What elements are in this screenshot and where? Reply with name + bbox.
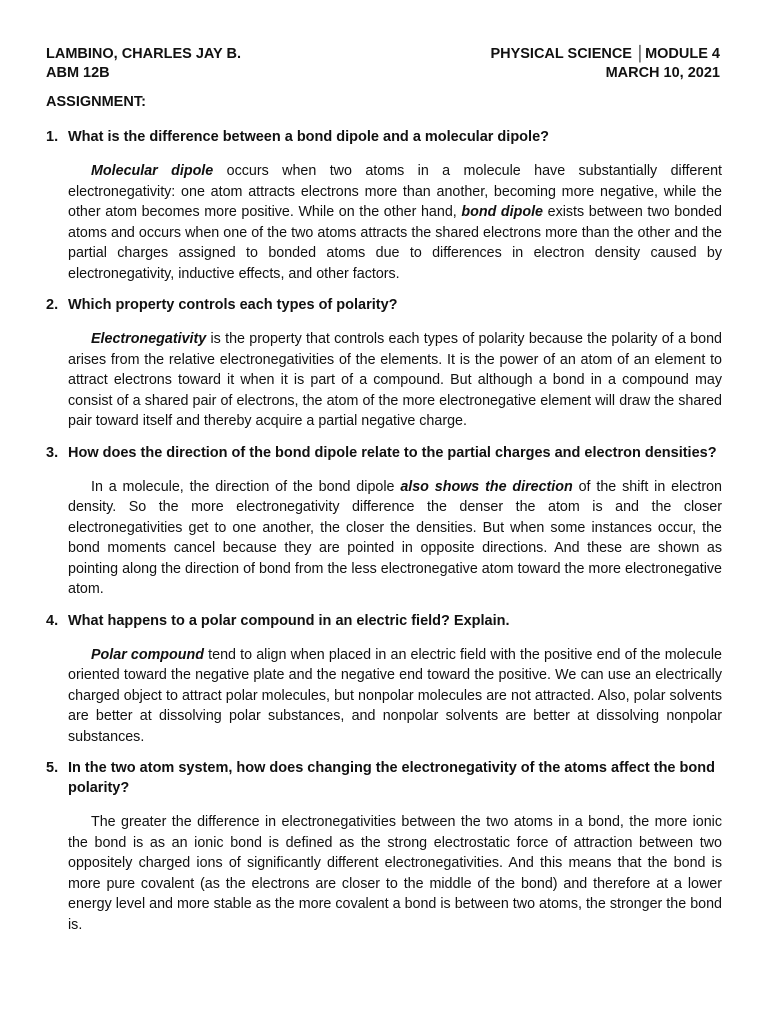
assignment-heading: ASSIGNMENT:: [46, 94, 146, 110]
question-number: 3.: [46, 444, 59, 461]
student-section: ABM 12B: [46, 65, 110, 81]
question-number: 1.: [46, 129, 59, 145]
answer-2: [68, 329, 722, 432]
answer-5: [68, 812, 722, 935]
answer-emphasis: also shows the direction: [400, 478, 573, 495]
question-2: [46, 295, 722, 315]
answer-emphasis: Polar compound: [91, 646, 204, 663]
question-5: [46, 758, 722, 798]
question-4: [46, 611, 722, 631]
answer-text: tend to align when placed in an electric field with the positive end of the molecule oriented toward the negative plate and the negative end toward the positive. We can use an electrically charged object to attract polar molecules, but nonpolar molecules are not attracted. Also, polar solvents are better at dissolving polar substances, and nonpolar solvents are better at dissolving nonpolar substances.: [68, 646, 722, 745]
question-block-1: [46, 127, 722, 284]
answer-text: The greater the difference in electronegativities between the two atoms in a bond, the more ionic the bond is as an ionic bond is defined as the strong electrostatic force of attraction between two oppositely charged ions of significantly different electronegativities. And this means that the bond is more pure covalent (as the electrons are closer to the middle of the bond) and therefore at a lower energy level and more stable as the more covalent a bond is between two atoms, the stronger the bond is.: [68, 814, 722, 933]
answer-text: of the shift in electron density. So the more electronegativity difference the denser the atom is and the closer electronegativities get to one another, the closer the densities. But when some instances occur, the bond moments cancel because they are pointed in opposite directions. And these are shown as pointing along the direction of bond from the less electronegative atom toward the more electronegative atom.: [68, 478, 722, 597]
answer-emphasis: Molecular dipole: [91, 163, 214, 179]
student-name: LAMBINO, CHARLES JAY B.: [46, 46, 241, 62]
subject-module: PHYSICAL SCIENCE │MODULE 4: [490, 46, 720, 62]
answer-text: In a molecule, the direction of the bond dipole: [91, 478, 401, 495]
question-text: How does the direction of the bond dipole relate to the partial charges and electron densities?: [68, 444, 717, 461]
answer-emphasis: Electronegativity: [91, 331, 207, 347]
student-info: [46, 45, 241, 83]
question-block-5: [46, 758, 722, 935]
question-block-4: [46, 611, 722, 748]
answer-text: exists between two bonded atoms and occurs when one of the two atoms attracts the shared electrons more than the other and the partial charges assigned to bonded atoms due to differences in electron density caused by electronegativity, inductive effects, and other factors.: [68, 204, 722, 282]
question-block-3: [46, 443, 722, 600]
question-text: Which property controls each types of polarity?: [68, 297, 398, 313]
answer-text: occurs when two atoms in a molecule have substantially different electronegativity: one atom attracts electrons more than another, becoming more negative, while the other atom becomes more positive. While on the other hand,: [68, 163, 722, 220]
question-text: What is the difference between a bond dipole and a molecular dipole?: [68, 129, 549, 145]
question-3: [46, 443, 722, 463]
assignment-content: [46, 127, 722, 946]
question-text: What happens to a polar compound in an electric field? Explain.: [68, 612, 510, 629]
question-1: [46, 127, 722, 147]
question-block-2: [46, 295, 722, 432]
answer-emphasis: bond dipole: [461, 204, 544, 220]
answer-3: [68, 477, 722, 600]
question-number: 4.: [46, 612, 59, 629]
answer-1: [68, 161, 722, 284]
document-date: MARCH 10, 2021: [605, 65, 720, 81]
answer-text: is the property that controls each types of polarity because the polarity of a bond arises from the relative electronegativities of the elements. It is the power of an atom of an element to attract electrons toward it when it is part of a compound. But although a bond in a compound may consist of a shared pair of electrons, the atom of the more electronegative element will draw the shared pair toward itself and thereby acquire a partial negative charge.: [68, 331, 722, 429]
course-info: [490, 45, 720, 83]
question-number: 2.: [46, 297, 59, 313]
answer-4: [68, 645, 722, 748]
question-text: In the two atom system, how does changing the electronegativity of the atoms affect the bond polarity?: [68, 760, 715, 796]
question-number: 5.: [46, 760, 59, 776]
